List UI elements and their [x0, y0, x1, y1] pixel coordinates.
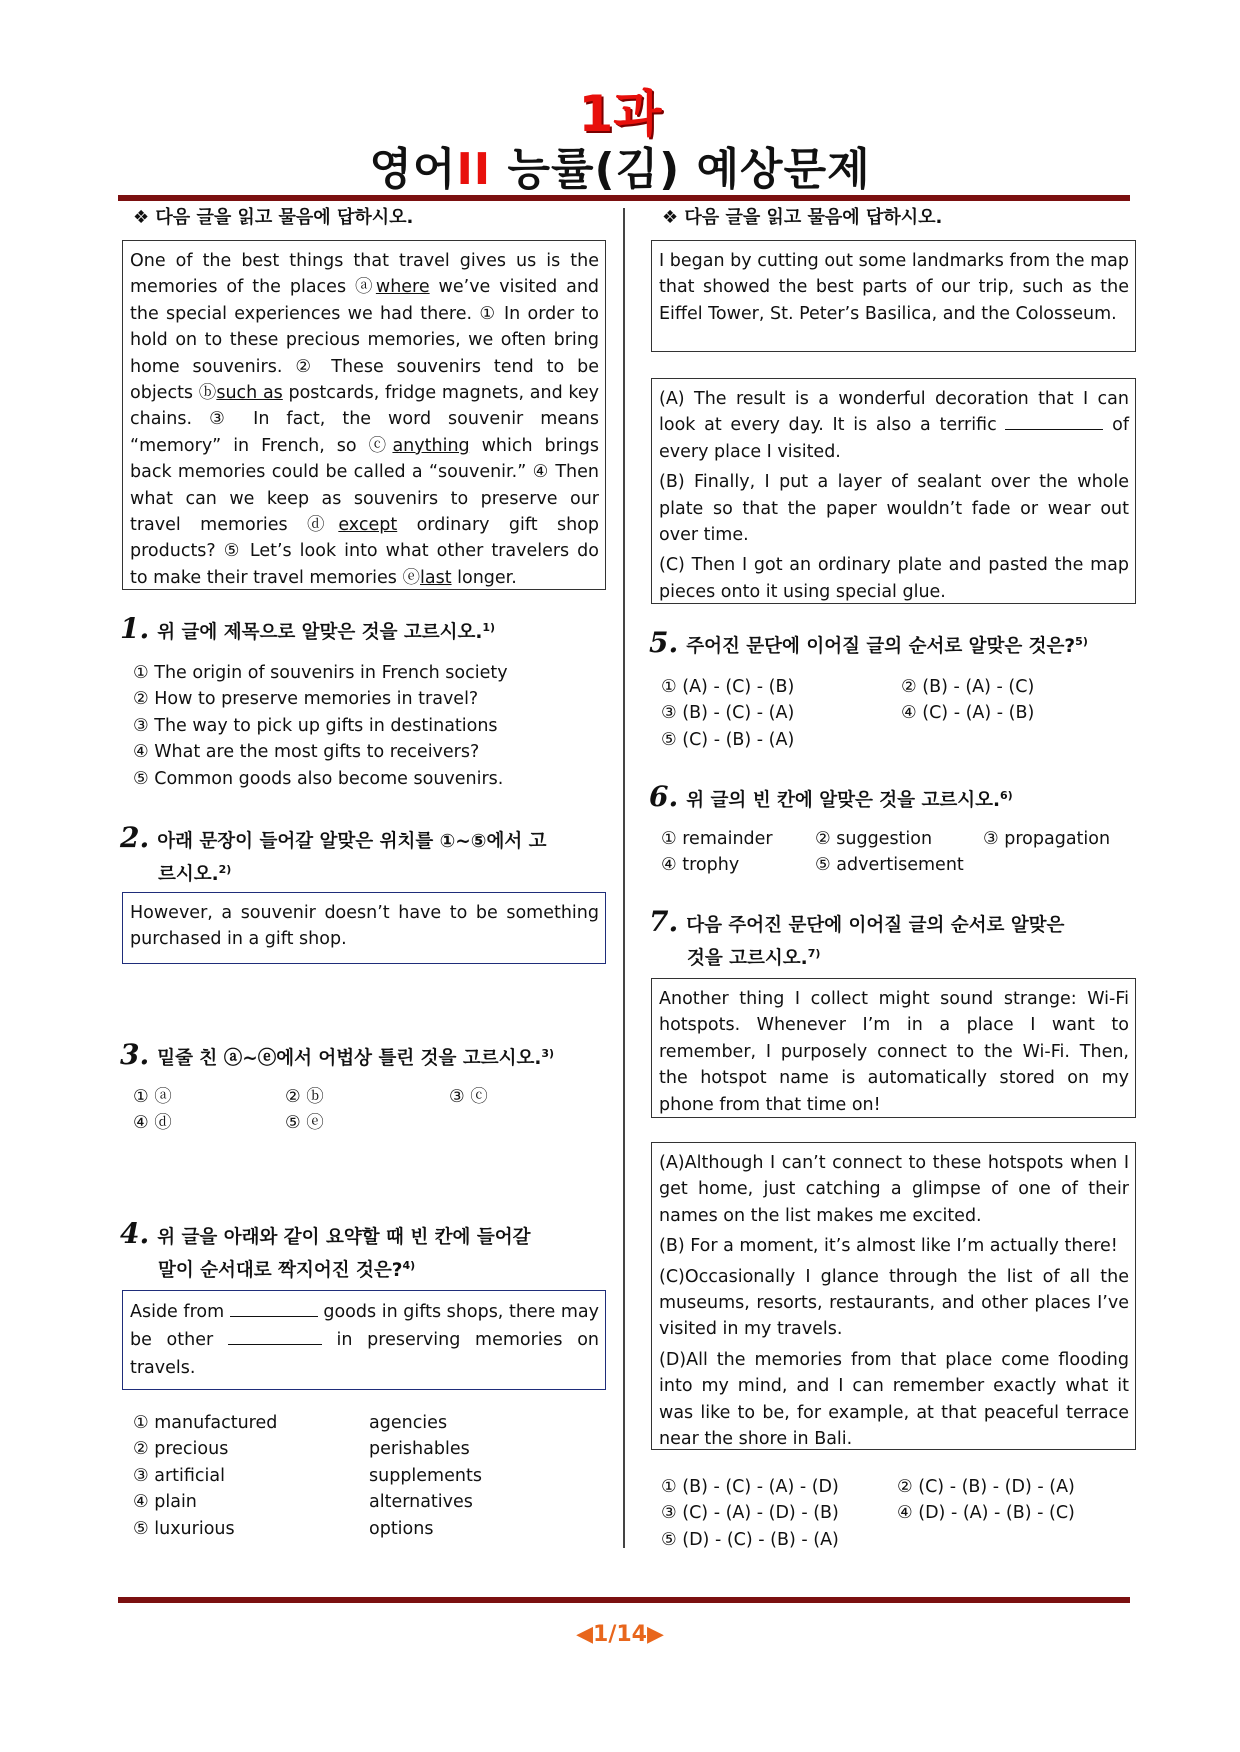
q5-option[interactable]: ④ (C) - (A) - (B) — [901, 703, 1035, 724]
q2-sentence: However, a souvenir doesn’t have to be something purchased in a gift shop. — [130, 903, 599, 950]
q5-option[interactable]: ③ (B) - (C) - (A) — [661, 703, 795, 724]
q4-option[interactable]: ⑤ luxurious options — [133, 1518, 434, 1539]
q4-line1: 4. 위 글을 아래와 같이 요약할 때 빈 칸에 들어갈 — [120, 1217, 531, 1250]
question-4-options — [133, 1410, 603, 1542]
question-1-heading: 1. 위 글에 제목으로 알맞은 것을 고르시오.$^{1)}$ — [120, 612, 496, 646]
q6-option[interactable]: ② suggestion — [815, 829, 933, 849]
q3-option[interactable]: ③ ⓒ — [449, 1087, 488, 1107]
q4-summary: Aside from goods in gifts shops, there may be other in preserving memories on travels. — [130, 1302, 600, 1378]
q7-part-b: (B) For a moment, it’s almost like I’m actually there! — [659, 1236, 1118, 1257]
column-divider — [623, 208, 625, 1548]
right-instruction: ❖ 다음 글을 읽고 물음에 답하시오. — [662, 207, 943, 228]
left-instruction: ❖ 다음 글을 읽고 물음에 답하시오. — [133, 207, 414, 228]
q6-option[interactable]: ⑤ advertisement — [815, 855, 964, 876]
question-2-heading — [120, 821, 610, 889]
q4-summary-box — [122, 1290, 606, 1390]
q7-line1: 7. 다음 주어진 문단에 이어질 글의 순서로 알맞은 — [649, 905, 1065, 938]
q1-option[interactable]: ⑤ Common goods also become souvenirs. — [133, 768, 504, 789]
q7-parts-box — [651, 1142, 1136, 1450]
q4-option[interactable]: ① manufactured agencies — [133, 1413, 448, 1433]
parts-box — [651, 378, 1136, 604]
q7-option[interactable]: ⑤ (D) - (C) - (B) - (A) — [661, 1529, 839, 1550]
question-6-options — [661, 826, 1131, 879]
q2-line2: 르시오.$^{2)}$ — [158, 863, 232, 886]
question-3-options — [133, 1084, 603, 1137]
q3-option[interactable]: ① ⓐ — [133, 1087, 172, 1107]
question-6-heading: 6. 위 글의 빈 칸에 알맞은 것을 고르시오.$^{6)}$ — [649, 780, 1013, 814]
q7-part-a: (A)Although I can’t connect to these hotspots when I get home, just catching a glimpse of one of their names on the list makes me excited. — [659, 1153, 1129, 1226]
lesson-title: 1과 — [578, 85, 662, 143]
q7-option[interactable]: ④ (D) - (A) - (B) - (C) — [897, 1503, 1075, 1524]
q1-option[interactable]: ④ What are the most gifts to receivers? — [133, 742, 480, 763]
title-prefix: 영어 — [369, 144, 457, 195]
q7-given-box — [651, 978, 1136, 1118]
q6-option[interactable]: ① remainder — [661, 829, 773, 849]
q5-option[interactable]: ① (A) - (C) - (B) — [661, 677, 795, 697]
q4-option[interactable]: ④ plain alternatives — [133, 1492, 473, 1513]
q6-option[interactable]: ③ propagation — [983, 829, 1111, 849]
left-passage-box — [122, 240, 606, 590]
q7-given: Another thing I collect might sound strange: Wi-Fi hotspots. Whenever I’m in a place I want to remember, I purposely connect to the Wi-Fi. Then, the hotspot name is automatically stored on my phone from that time on! — [659, 989, 1129, 1115]
q2-sentence-box — [122, 892, 606, 964]
q4-line2: 말이 순서대로 짝지어진 것은?$^{4)}$ — [158, 1259, 416, 1282]
q3-option[interactable]: ② ⓑ — [285, 1087, 324, 1107]
bottom-rule — [118, 1597, 1130, 1603]
summary-blank-2 — [228, 1328, 322, 1345]
q1-option[interactable]: ② How to preserve memories in travel? — [133, 689, 479, 710]
part-a-blank — [1005, 413, 1103, 430]
question-1-options — [133, 660, 508, 792]
q7-part-c: (C)Occasionally I glance through the list of all the museums, resorts, restaurants, and other places I’ve visited in my travels. — [659, 1266, 1129, 1340]
page-title — [0, 144, 1240, 196]
q1-option[interactable]: ③ The way to pick up gifts in destinations — [133, 715, 498, 736]
page-number: ◀1/14▶ — [576, 1622, 664, 1647]
part-a: (A) The result is a wonderful decoration that I can look at every day. It is also a terrific of every place I visited. — [659, 389, 1129, 462]
part-c: (C) Then I got an ordinary plate and pasted the map pieces onto it using special glue. — [659, 555, 1129, 602]
q5-option[interactable]: ② (B) - (A) - (C) — [901, 677, 1035, 697]
title-suffix: 능률(김) 예상문제 — [491, 144, 871, 195]
intro-passage: I began by cutting out some landmarks from the map that showed the best parts of our trip, such as the Eiffel Tower, St. Peter’s Basilica, and the Colosseum. — [659, 251, 1129, 324]
q6-option[interactable]: ④ trophy — [661, 855, 740, 876]
title-highlight: II — [456, 144, 492, 195]
q1-option[interactable]: ① The origin of souvenirs in French society — [133, 663, 508, 683]
question-4-heading — [120, 1217, 610, 1285]
question-5-options — [661, 674, 1131, 753]
q7-option[interactable]: ① (B) - (C) - (A) - (D) — [661, 1477, 839, 1497]
intro-passage-box — [651, 240, 1136, 352]
left-passage: One of the best things that travel gives us is the memories of the places ⓐwhere we’ve visited and the special experiences we had there. ① In order to hold on to these precious memories, we often bring home souvenirs. ② These souvenirs tend to be objects ⓑsuch as postcards, fridge magnets, and key chains. ③ In fact, the word souvenir means “memory” in French, so ⓒanything which brings back memories could be called a “souvenir.” ④ Then what can we keep as souvenirs to preserve our travel memories ⓓexcept ordinary gift shop products? ⑤ Let’s look into what other travelers do to make their travel memories ⓔlast longer. — [130, 251, 600, 588]
summary-blank-1 — [230, 1300, 318, 1317]
question-7-options — [661, 1474, 1131, 1553]
q7-option[interactable]: ③ (C) - (A) - (D) - (B) — [661, 1503, 839, 1524]
q4-option[interactable]: ③ artificial supplements — [133, 1465, 482, 1486]
q2-line1: 2. 아래 문장이 들어갈 알맞은 위치를 ①~⑤에서 고 — [120, 821, 547, 854]
question-5-heading: 5. 주어진 문단에 이어질 글의 순서로 알맞은 것은?$^{5)}$ — [649, 626, 1088, 660]
question-3-heading: 3. 밑줄 친 ⓐ~ⓔ에서 어법상 틀린 것을 고르시오.$^{3)}$ — [120, 1038, 555, 1072]
q3-option[interactable]: ④ ⓓ — [133, 1113, 172, 1134]
part-b: (B) Finally, I put a layer of sealant over the whole plate so that the paper wouldn’t fade or wear out over time. — [659, 472, 1129, 546]
q7-option[interactable]: ② (C) - (B) - (D) - (A) — [897, 1477, 1075, 1497]
question-7-heading — [649, 905, 1139, 973]
top-rule — [118, 195, 1130, 201]
q7-part-d: (D)All the memories from that place come flooding into my mind, and I can remember exactly what it was like to be, for example, at that peaceful terrace near the shore in Bali. — [659, 1349, 1129, 1450]
q3-option[interactable]: ⑤ ⓔ — [285, 1113, 324, 1134]
q5-option[interactable]: ⑤ (C) - (B) - (A) — [661, 729, 795, 750]
q4-option[interactable]: ② precious perishables — [133, 1439, 470, 1460]
q7-line2: 것을 고르시오.$^{7)}$ — [687, 947, 821, 970]
